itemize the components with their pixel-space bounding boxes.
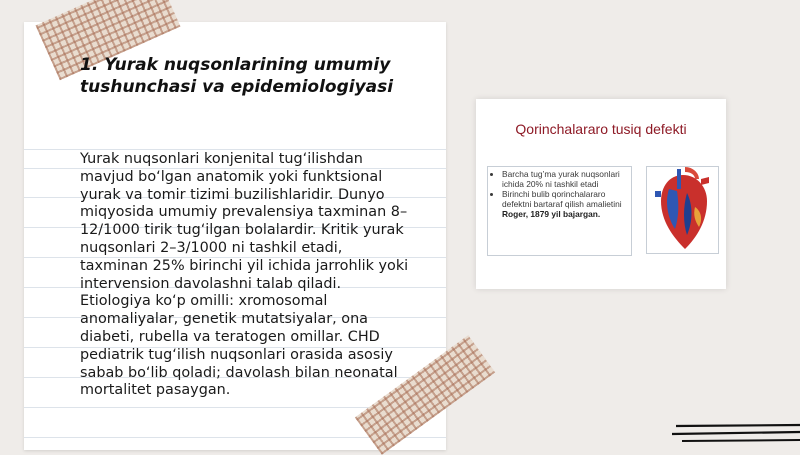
embedded-slide-bullets	[487, 166, 632, 256]
body-line: 12/1000 tirik tug‘ilgan bolalardir. Kritik yurak	[80, 222, 404, 239]
embedded-bullet-1	[502, 169, 627, 189]
embedded-bullet-2-bold: Roger, 1879 yil bajargan.	[502, 209, 601, 219]
body-line: yurak va tomir tizimi buzilishlaridir. Dunyo	[80, 186, 385, 203]
embedded-slide-image	[476, 99, 726, 289]
body-line: taxminan 25% birinchi yil ichida jarrohlik yoki	[80, 257, 409, 274]
body-line: sabab bo‘lib qoladi; davolash bilan neonatal	[80, 364, 398, 381]
embedded-bullet-2-text: Birinchi bulib qorinchalararo defektni bartaraf qilish amalietini	[502, 189, 622, 209]
slide-body-text	[80, 151, 425, 400]
body-line: Yurak nuqsonlari konjenital tug‘ilishdan	[80, 151, 363, 167]
slide-title-line-1: 1. Yurak nuqsonlarining umumiy	[80, 55, 391, 75]
body-line: nuqsonlari 2–3/1000 ni tashkil etadi,	[80, 239, 343, 256]
embedded-bullet-2	[502, 189, 627, 219]
paper-rule-line	[24, 149, 446, 150]
body-line: mortalitet pasaygan.	[80, 382, 231, 399]
embedded-bullet-1-text: Barcha tug’ma yurak nuqsonlari ichida 20% ni tashkil etadi	[502, 169, 620, 189]
decorative-lines	[672, 420, 800, 450]
body-line: anomaliyalar, genetik mutatsiyalar, ona	[80, 311, 369, 328]
body-line: pediatrik tug‘ilish nuqsonlari orasida asosiy	[80, 346, 393, 363]
body-line: intervension davolashni talab qiladi.	[80, 275, 342, 292]
body-line: mavjud bo‘lgan anatomik yoki funktsional	[80, 168, 383, 185]
heart-icon	[646, 166, 719, 254]
body-line: miqyosida umumiy prevalensiya taxminan 8–	[80, 204, 408, 221]
slide-title	[80, 54, 420, 98]
embedded-slide-title: Qorinchalararo tusiq defekti	[515, 121, 687, 137]
slide-title-line-2: tushunchasi va epidemiologiyasi	[80, 77, 394, 97]
body-line: Etiologiya ko‘p omilli: xromosomal	[80, 293, 328, 310]
body-line: diabeti, rubella va teratogen omillar. CHD	[80, 328, 380, 345]
